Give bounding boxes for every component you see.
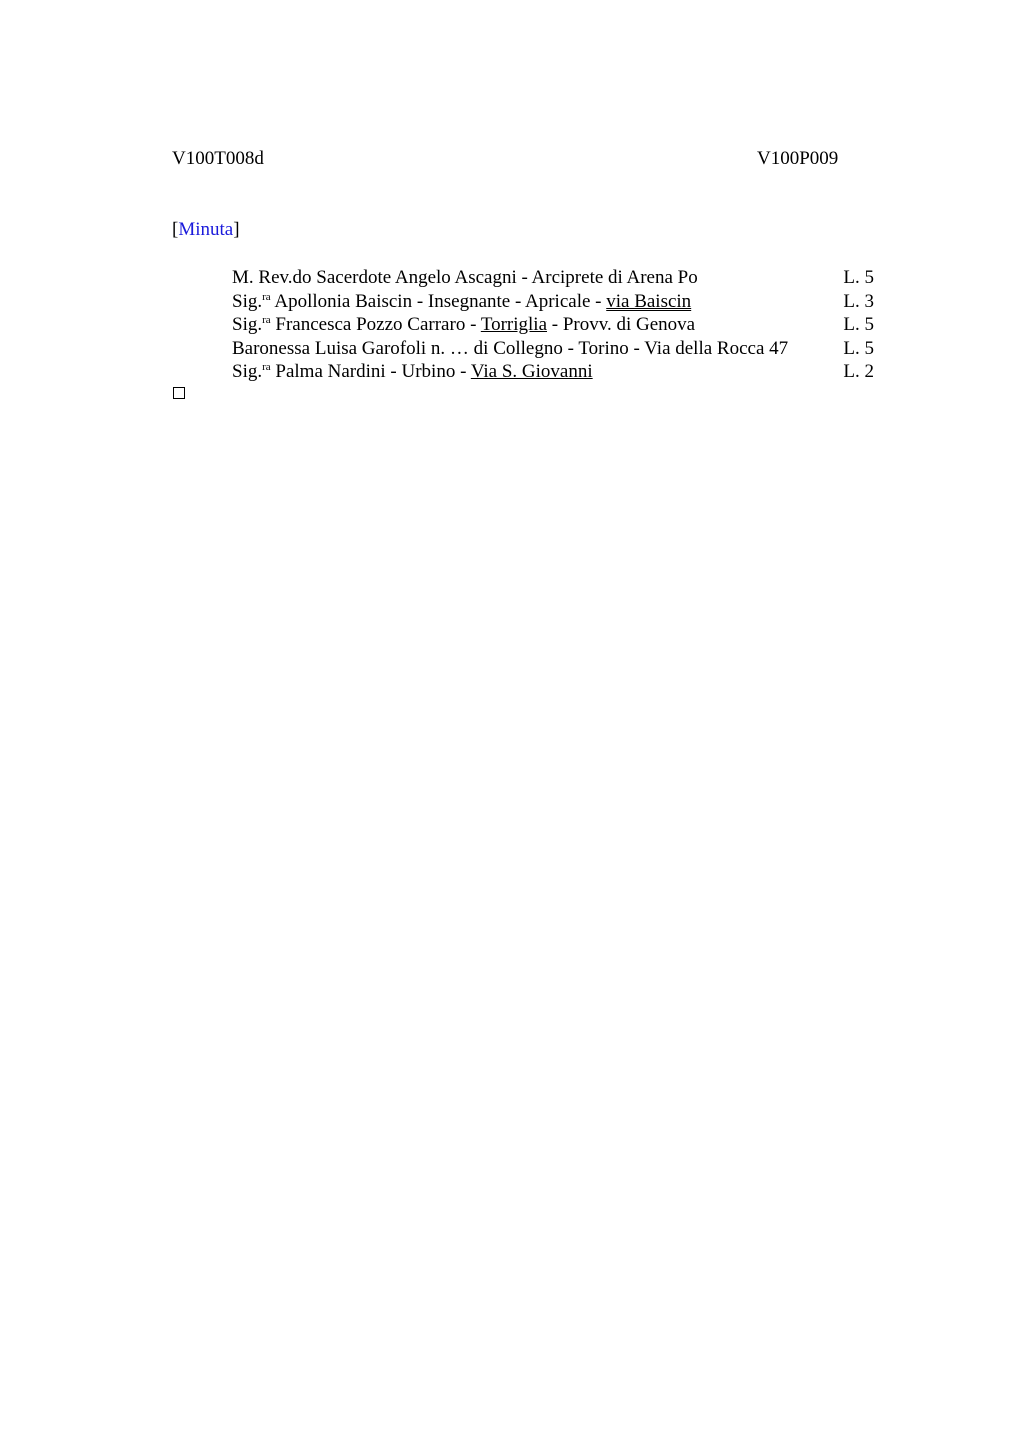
donation-amount: L. 5: [843, 337, 874, 359]
superscript: ra: [262, 290, 271, 303]
donor-name: M. Rev.do Sacerdote Angelo Ascagni - Arciprete di Arena Po: [232, 267, 698, 288]
underlined-address: via Baiscin: [606, 290, 692, 312]
underlined-place: Torriglia: [480, 314, 548, 336]
donor-name: Sig.$^{ra}$ Francesca Pozzo Carraro - Torriglia - Provv. di Genova: [232, 314, 696, 336]
list-item: [232, 360, 874, 384]
open-bracket: [: [172, 219, 179, 240]
underlined-address: Via S. Giovanni: [470, 361, 593, 383]
document-code-right: V100P009: [757, 148, 839, 169]
list-item: [232, 313, 874, 337]
donation-amount: L. 3: [843, 290, 874, 312]
donation-amount: L. 2: [843, 361, 874, 383]
end-marker-square-icon: [173, 387, 185, 399]
donation-amount: L. 5: [843, 267, 874, 288]
minuta-label: Minuta: [178, 219, 234, 240]
donor-name: Baronessa Luisa Garofoli n. … di Collegno - Torino - Via della Rocca 47: [232, 337, 789, 359]
list-item: [232, 290, 874, 314]
donor-name: Sig.$^{ra}$ Apollonia Baiscin - Insegnante - Apricale - via Baiscin: [232, 290, 692, 312]
superscript: ra: [262, 314, 271, 327]
donor-name: Sig.$^{ra}$ Palma Nardini - Urbino - Via S. Giovanni: [232, 361, 593, 383]
section-label: [172, 218, 240, 242]
document-code-left: V100T008d: [172, 148, 264, 169]
list-item: [232, 266, 874, 290]
list-item: [232, 337, 874, 361]
donation-amount: L. 5: [843, 314, 874, 336]
donor-list: [232, 266, 874, 384]
superscript: ra: [262, 361, 271, 374]
close-bracket: ]: [233, 219, 240, 240]
